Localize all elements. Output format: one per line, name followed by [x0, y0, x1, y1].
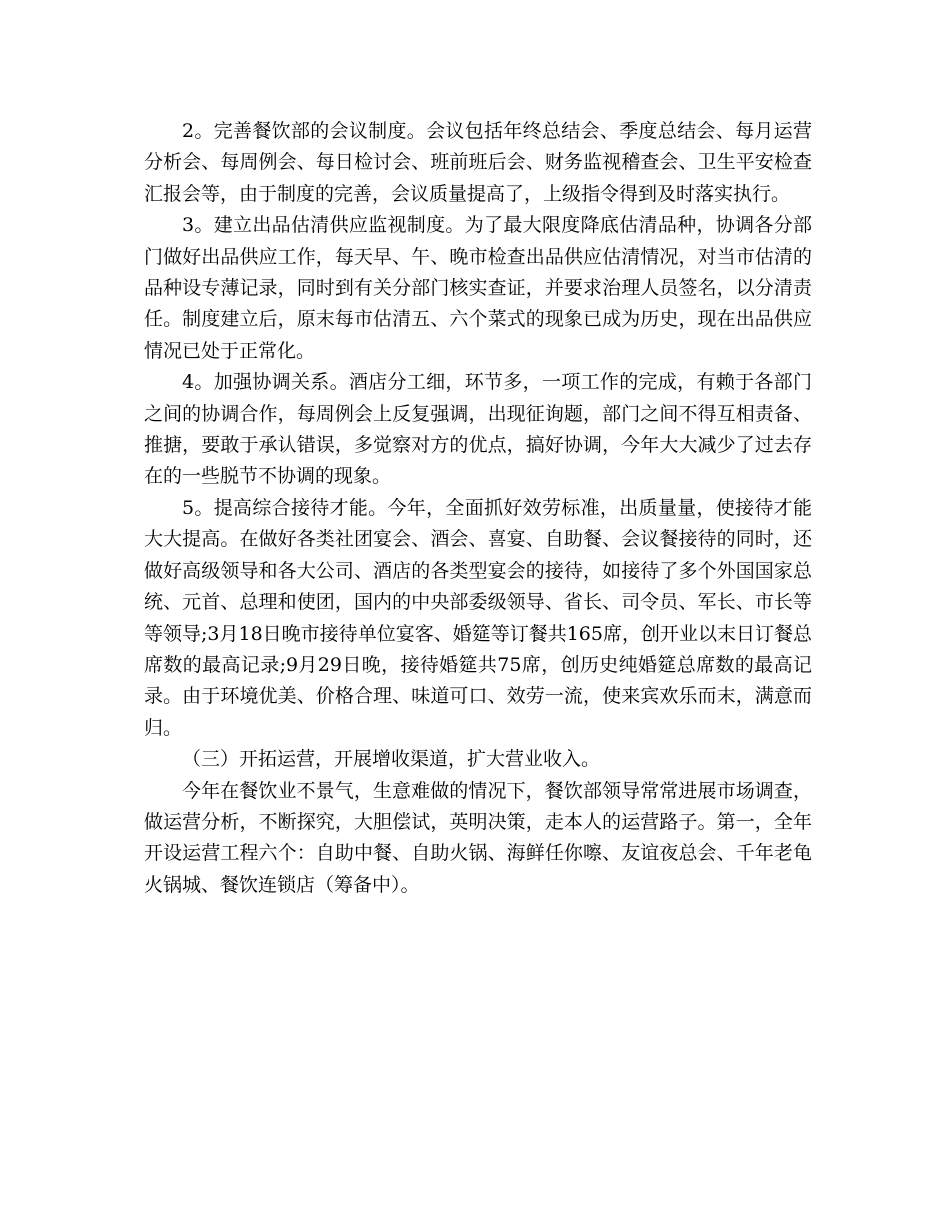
paragraph-meeting-system: 2。完善餐饮部的会议制度。会议包括年终总结会、季度总结会、每月运营分析会、每周例会、每日检讨会、班前班后会、财务监视稽查会、卫生平安检查汇报会等，由于制度的完善，会议质量提高了，上级指令得到及时落实执行。 — [144, 120, 812, 205]
document-body — [144, 116, 812, 901]
paragraph-reception-capability: 5。提高综合接待才能。今年，全面抓好效劳标准，出质量量，使接待才能大大提高。在做好各类社团宴会、酒会、喜宴、自助餐、会议餐接待的同时，还做好高级领导和各大公司、酒店的各类型宴会的接待，如接待了多个外国国家总统、元首、总理和使团，国内的中央部委级领导、省长、司令员、军长、市长等等领导;3月18日晚市接待单位宴客、婚筵等订餐共165席，创开业以末日订餐总席数的最高记录;9月29日晚，接待婚筵共75席，创历史纯婚筵总席数的最高记录。由于环境优美、价格合理、味道可口、效劳一流，使来宾欢乐而末，满意而归。 — [144, 496, 812, 739]
section-heading-expand-operations: （三）开拓运营，开展增收渠道，扩大营业收入。 — [182, 748, 601, 771]
paragraph-operations-projects: 今年在餐饮业不景气，生意难做的情况下，餐饮部领导常常进展市场调查，做运营分析，不断探究，大胆偿试，英明决策，走本人的运营路子。第一，全年开设运营工程六个：自助中餐、自助火锅、海鲜任你嚓、友谊夜总会、千年老龟火锅城、餐饮连锁店（筹备中）。 — [144, 779, 812, 896]
paragraph-coordination: 4。加强协调关系。酒店分工细，环节多，一项工作的完成，有赖于各部门之间的协调合作，每周例会上反复强调，出现征询题，部门之间不得互相责备、推搪，要敢于承认错误，多觉察对方的优点，搞好协调，今年大大减少了过去存在的一些脱节不协调的现象。 — [144, 371, 812, 488]
paragraph-supply-supervision: 3。建立出品估清供应监视制度。为了最大限度降底估清品种，协调各分部门做好出品供应工作，每天早、午、晚市检查出品供应估清情况，对当市估清的品种设专薄记录，同时到有关分部门核实查证，并要求治理人员签名，以分清责任。制度建立后，原末每市估清五、六个菜式的现象已成为历史，现在出品供应情况已处于正常化。 — [144, 214, 812, 362]
